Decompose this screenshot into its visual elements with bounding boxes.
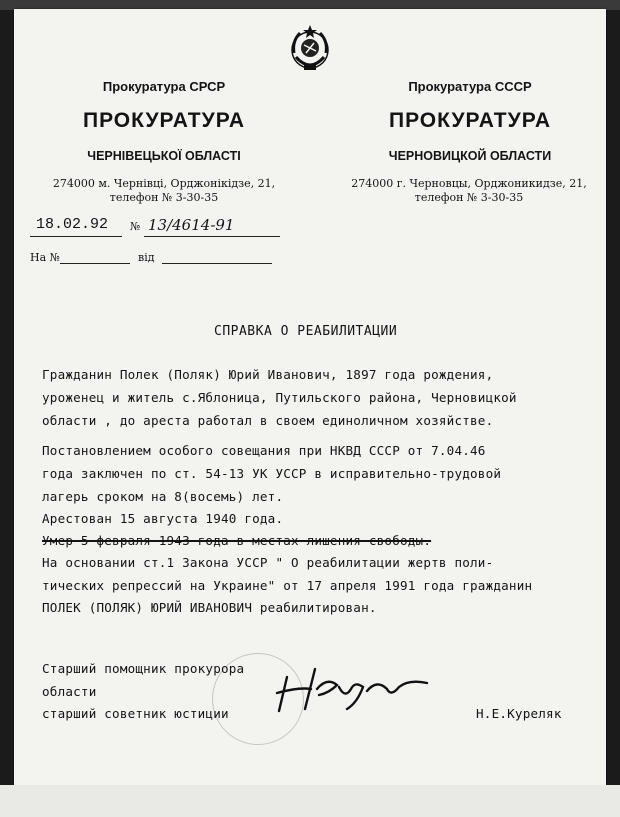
header-right-address-line2: телефон № 3-30-35 [414, 191, 524, 204]
header-left-small: Прокуратура СРСР [102, 79, 226, 94]
header-left-address [29, 177, 299, 205]
body-line-4: Постановлением особого совещания при НКВД СССР от 7.04.46 [42, 443, 486, 458]
signer-position-line-2: области [42, 684, 97, 699]
signer-position-line-1: Старший помощник прокурора [42, 661, 245, 676]
reply-to-number-underline [60, 263, 130, 264]
reference-number: 13/4614-91 [148, 216, 235, 234]
reference-date: 18.02.92 [36, 216, 109, 233]
header-left-address-line1: 274000 м. Чернівці, Орджонікідзе, 21, [52, 177, 276, 190]
body-line-1: Гражданин Полек (Поляк) Юрий Иванович, 1897 года рождения, [42, 367, 494, 382]
header-right-title: ПРОКУРАТУРА [388, 109, 552, 132]
reference-number-underline [144, 236, 280, 237]
body-line-10: тических репрессий на Украине" от 17 апреля 1991 года гражданин [42, 578, 533, 593]
reply-to-number-label: На № [30, 251, 61, 264]
header-left-title: ПРОКУРАТУРА [82, 109, 246, 132]
reply-to-date-label: від [138, 251, 155, 264]
signer-name: Н.Е.Куреляк [476, 706, 562, 721]
header-left-address-line2: телефон № 3-30-35 [109, 191, 219, 204]
header-right-address-line1: 274000 г. Черновцы, Орджоникидзе, 21, [351, 177, 587, 190]
handwritten-signature [259, 659, 439, 719]
header-right-address [334, 177, 604, 205]
body-line-9: На основании ст.1 Закона УССР " О реабилитации жертв поли- [42, 555, 494, 570]
document-page [14, 9, 606, 785]
header-right-small: Прокуратура СССР [408, 79, 532, 94]
state-emblem-icon [284, 23, 336, 75]
body-line-2: уроженец и житель с.Яблоница, Путильского района, Черновицкой [42, 390, 517, 405]
reference-line [30, 214, 280, 238]
header-left-region: ЧЕРНІВЕЦЬКОЇ ОБЛАСТІ [87, 149, 241, 163]
body-line-5: года заключен по ст. 54-13 УК УССР в исправительно-трудовой [42, 466, 502, 481]
body-line-7: Арестован 15 августа 1940 года. [42, 511, 284, 526]
document-title: СПРАВКА О РЕАБИЛИТАЦИИ [214, 324, 398, 339]
body-line-6: лагерь сроком на 8(восемь) лет. [42, 489, 284, 504]
reply-to-line [30, 249, 290, 269]
signer-position-line-3: старший советник юстиции [42, 706, 229, 721]
reference-date-underline [30, 236, 122, 237]
reference-number-label: № [130, 220, 141, 233]
body-line-3: области , до ареста работал в своем единоличном хозяйстве. [42, 413, 494, 428]
header-right-region: ЧЕРНОВИЦКОЙ ОБЛАСТИ [388, 149, 552, 163]
background-strip-bottom [0, 785, 620, 817]
body-line-8-struck: Умер 5 февраля 1943 года в местах лишения свободы. [42, 533, 432, 548]
body-line-11: ПОЛЕК (ПОЛЯК) ЮРИЙ ИВАНОВИЧ реабилитирован. [42, 600, 377, 615]
reply-to-date-underline [162, 263, 272, 264]
